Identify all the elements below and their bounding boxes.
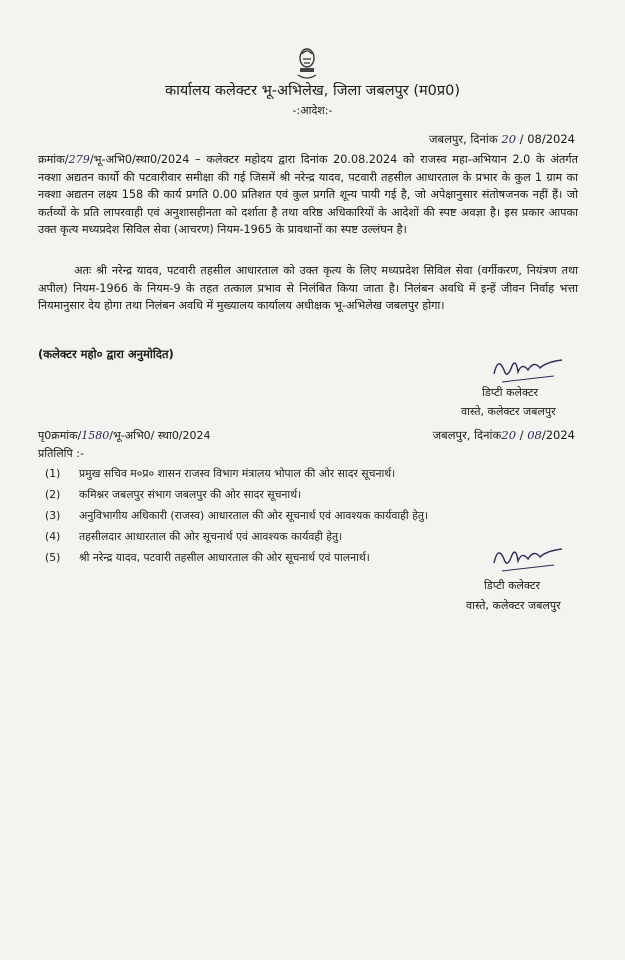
date-month: 08 [527, 132, 542, 146]
state-emblem-icon [292, 46, 322, 82]
order-paragraph-1 [38, 151, 578, 239]
date-separator: / [519, 428, 524, 442]
list-item-text: तहसीलदार आधारताल की ओर सूचनार्थ एवं आवश्यक कार्यवही हेतु। [79, 530, 343, 543]
signature-icon [488, 541, 568, 579]
list-item-number: (4) [45, 530, 61, 543]
date-prefix: जबलपुर, दिनांक [428, 132, 498, 146]
endorsement-date [433, 428, 575, 443]
date-separator: / [519, 132, 524, 146]
signatory-title: डिप्टी कलेक्टर [482, 386, 539, 399]
order-paragraph-1-text: /भू-अभि0/स्था0/2024 – कलेक्टर महोदय द्वारा दिनांक 20.08.2024 को राजस्व महा-अभियान 2.0 के अंतर्गत नक्शा अद्यतन कार्यो की पटवारीवार समीक्षा की गई जिसमें श्री नरेन्द्र यादव, पटवारी तहसील आधारताल के प्रभार के कुल 1 ग्राम का नक्शा अद्यतन लक्ष्य 158 की कार्य प्रगति 0.00 प्रतिशत एवं कुल प्रगति शून्य पायी गई है, जो अपेक्षानुसार संतोषजनक नहीं हैं। जो कर्तव्यों के प्रति लापरवाही एवं अनुशासहीनता को दर्शाता है तथा वरिष्ठ अधिकारियों के आदेशों की स्पष्ट अवज्ञा है। इस प्रकार आपका उक्त कृत्य मध्यप्रदेश सिविल सेवा (आचरण) नियम-1965 के प्रावधानों का स्पष्ट उल्लंघन है। [38, 153, 578, 237]
signatory-behalf: वास्ते, कलेक्टर जबलपुर [461, 405, 556, 418]
order-ref-number-handwritten: 279 [68, 153, 90, 166]
office-title: कार्यालय कलेक्टर भू-अभिलेख, जिला जबलपुर (म0प्र0) [164, 83, 461, 99]
copy-to-heading: प्रतिलिपि :- [38, 447, 84, 460]
list-item-number: (2) [45, 488, 61, 501]
list-item [45, 466, 585, 481]
date-month-handwritten: 08 [527, 428, 542, 442]
list-item-text: कमिश्नर जबलपुर संभाग जबलपुर की ओर सादर सूचनार्थ। [79, 488, 302, 501]
endorsement-ref [38, 428, 211, 443]
list-item-number: (5) [45, 551, 61, 564]
date-prefix: जबलपुर, दिनांक [432, 428, 502, 442]
list-item-text: प्रमुख सचिव म०प्र० शासन राजस्व विभाग मंत्रालय भोपाल की ओर सादर सूचनार्थ। [79, 467, 396, 480]
list-item-number: (3) [45, 509, 61, 522]
endorsement-ref-rest: /भू-अभि0/ स्था0/2024 [109, 429, 211, 442]
list-item-text: श्री नरेन्द्र यादव, पटवारी तहसील आधारताल की ओर सूचनार्थ एवं पालनार्थ। [79, 551, 370, 564]
signatory-title: डिप्टी कलेक्टर [484, 579, 541, 592]
endorsement-ref-number-handwritten: 1580 [81, 429, 110, 442]
endorsement-ref-prefix: पृ0क्रमांक/ [38, 429, 82, 442]
order-date [429, 132, 575, 147]
list-item-number: (1) [45, 467, 61, 480]
signatory-behalf: वास्ते, कलेक्टर जबलपुर [466, 599, 561, 612]
approval-note: (कलेक्टर महो० द्वारा अनुमोदित) [38, 347, 174, 361]
list-item-text: अनुविभागीय अधिकारी (राजस्व) आधारताल की ओर सूचनार्थ एवं आवश्यक कार्यवाही हेतु। [79, 509, 429, 522]
order-paragraph-2: अतः श्री नरेन्द्र यादव, पटवारी तहसील आधारताल को उक्त कृत्य के लिए मध्यप्रदेश सिविल सेवा (वर्गीकरण, नियंत्रण तथा अपील) नियम-1966 के नियम-9 के तहत तत्काल प्रभाव से निलंबित किया जाता है। निलंबन अवधि में इन्हें जीवन निर्वाह भत्ता नियमानुसार देय होगा तथा निलंबन अवधि में मुख्यालय कार्यालय अधीक्षक भू-अभिलेख जबलपुर होगा। [38, 264, 578, 313]
date-day-handwritten: 20 [501, 428, 517, 442]
date-year: /2024 [541, 428, 575, 442]
list-item [45, 508, 585, 523]
order-heading: -:आदेश:- [292, 104, 333, 117]
list-item [45, 487, 585, 502]
order-ref-prefix: क्रमांक/ [38, 153, 69, 166]
date-year: /2024 [541, 132, 575, 146]
date-day-handwritten: 20 [501, 132, 517, 146]
